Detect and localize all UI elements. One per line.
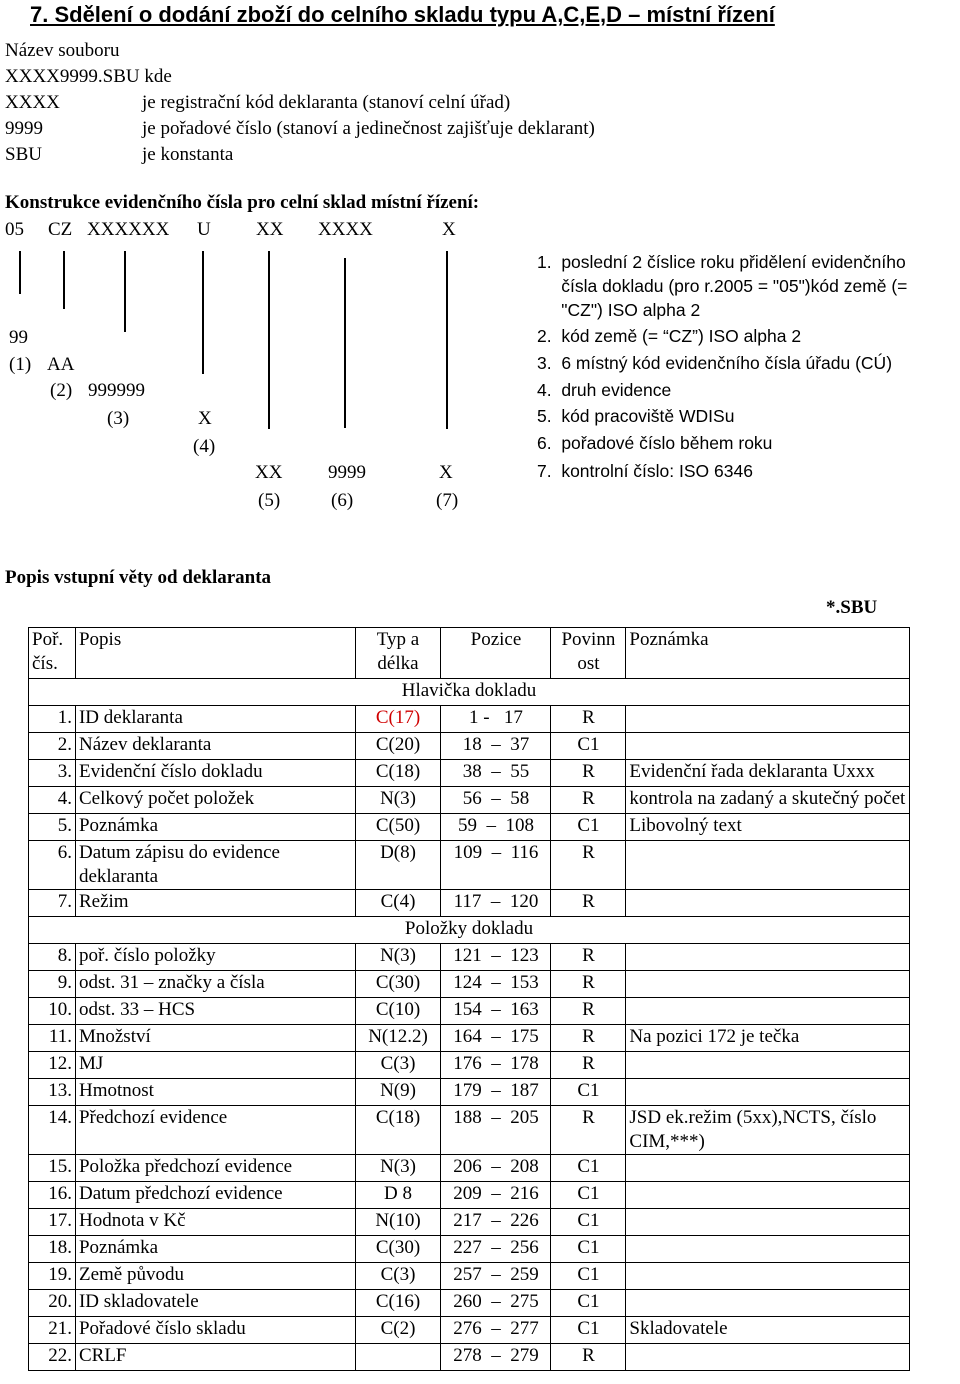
cell-type [355,1344,441,1371]
table-row [29,1106,910,1155]
table-section-row [29,679,910,706]
construction-label-5: (5) [258,490,281,511]
cell-type: C(4) [355,890,441,917]
connector-line [202,251,204,374]
cell-description: Režim [75,890,355,917]
cell-note: Libovolný text [626,814,910,841]
filename-desc-xxxx: je registrační kód deklaranta (stanoví celní úřad) [142,92,511,113]
input-record-table [28,627,910,1371]
cell-description: Datum předchozí evidence [75,1182,355,1209]
cell-note [626,1344,910,1371]
table-row [29,760,910,787]
table-row [29,1209,910,1236]
connector-line [344,258,346,428]
cell-required: R [551,706,626,733]
cell-number: 12. [29,1052,76,1079]
filename-heading: Název souboru [5,40,120,61]
filename-key-sbu: SBU [5,144,42,165]
legend-item: 6. pořadové číslo během roku [537,433,773,453]
cell-note [626,733,910,760]
cell-number: 16. [29,1182,76,1209]
table-row [29,1236,910,1263]
filename-desc-sbu: je konstanta [142,144,234,165]
cell-position: 188 – 205 [441,1106,551,1155]
cell-position: 164 – 175 [441,1025,551,1052]
connector-line [63,251,65,309]
legend-item: 4. druh evidence [537,380,672,400]
cell-required: R [551,890,626,917]
cell-note [626,971,910,998]
cell-required: R [551,787,626,814]
table-row [29,1052,910,1079]
cell-required: R [551,944,626,971]
construction-part-999999: 999999 [88,380,145,401]
legend-item: 5. kód pracoviště WDISu [537,406,735,426]
cell-required: R [551,971,626,998]
cell-type: N(10) [355,1209,441,1236]
cell-required: C1 [551,1236,626,1263]
cell-number: 20. [29,1290,76,1317]
cell-position: 179 – 187 [441,1079,551,1106]
table-row [29,1155,910,1182]
cell-type: N(3) [355,944,441,971]
cell-description: MJ [75,1052,355,1079]
file-extension: *.SBU [826,597,878,618]
cell-description: Celkový počet položek [75,787,355,814]
construction-label-7: (7) [436,490,459,511]
cell-number: 18. [29,1236,76,1263]
cell-number: 11. [29,1025,76,1052]
cell-number: 21. [29,1317,76,1344]
cell-type: C(2) [355,1317,441,1344]
cell-position: 227 – 256 [441,1236,551,1263]
table-header-row [29,628,910,679]
cell-number: 4. [29,787,76,814]
cell-note [626,1052,910,1079]
cell-description: poř. číslo položky [75,944,355,971]
cell-type: D(8) [355,841,441,890]
cell-number: 5. [29,814,76,841]
connector-line [19,251,21,294]
legend-item: 1. poslední 2 číslice roku přidělení evidenčního [537,252,906,272]
legend-item: 3. 6 místný kód evidenčního čísla úřadu (CÚ) [537,353,893,373]
cell-position: 276 – 277 [441,1317,551,1344]
cell-position: 38 – 55 [441,760,551,787]
cell-description: Datum zápisu do evidence deklaranta [75,841,355,890]
cell-note [626,1209,910,1236]
cell-required: C1 [551,1079,626,1106]
cell-position: 209 – 216 [441,1182,551,1209]
cell-description: Evidenční číslo dokladu [75,760,355,787]
table-row [29,733,910,760]
cell-number: 13. [29,1079,76,1106]
table-row [29,998,910,1025]
cell-required: R [551,760,626,787]
cell-number: 15. [29,1155,76,1182]
cell-number: 10. [29,998,76,1025]
table-row [29,787,910,814]
cell-description: CRLF [75,1344,355,1371]
cell-description: Poznámka [75,1236,355,1263]
col-header-desc: Popis [75,628,355,679]
cell-note [626,1236,910,1263]
cell-number: 6. [29,841,76,890]
cell-type: C(18) [355,760,441,787]
section-title: Hlavička dokladu [29,679,910,706]
cell-type: C(16) [355,1290,441,1317]
cell-description: Hmotnost [75,1079,355,1106]
construction-label-6: (6) [331,490,354,511]
cell-type: C(10) [355,998,441,1025]
cell-required: C1 [551,1263,626,1290]
cell-description: Poznámka [75,814,355,841]
format-part-xx: XX [256,219,284,240]
cell-number: 1. [29,706,76,733]
cell-position: 56 – 58 [441,787,551,814]
cell-description: ID skladovatele [75,1290,355,1317]
cell-number: 7. [29,890,76,917]
cell-position: 117 – 120 [441,890,551,917]
cell-required: C1 [551,1182,626,1209]
table-row [29,971,910,998]
cell-position: 124 – 153 [441,971,551,998]
table-row [29,841,910,890]
cell-note: Evidenční řada deklaranta Uxxx [626,760,910,787]
cell-required: C1 [551,814,626,841]
cell-position: 18 – 37 [441,733,551,760]
table-row [29,1317,910,1344]
col-header-req: Povinn ost [551,628,626,679]
cell-note [626,998,910,1025]
construction-heading: Konstrukce evidenčního čísla pro celní sklad místní řízení: [5,192,480,213]
cell-type: D 8 [355,1182,441,1209]
cell-type: C(30) [355,1236,441,1263]
cell-number: 8. [29,944,76,971]
input-heading: Popis vstupní věty od deklaranta [5,567,272,588]
cell-required: R [551,1025,626,1052]
table-row [29,1344,910,1371]
cell-type: C(3) [355,1052,441,1079]
construction-part-9999: 9999 [328,462,366,483]
col-header-no: Poř. čís. [29,628,76,679]
legend-item: 7. kontrolní číslo: ISO 6346 [537,461,753,481]
cell-type: C(18) [355,1106,441,1155]
cell-type: N(3) [355,1155,441,1182]
filename-desc-9999: je pořadové číslo (stanoví a jedinečnost zajišťuje deklarant) [142,118,595,139]
table-section-row [29,917,910,944]
table-row [29,1025,910,1052]
cell-position: 257 – 259 [441,1263,551,1290]
legend-item: čísla dokladu (pro r.2005 = "05")kód země (= [537,276,908,296]
cell-type: N(12.2) [355,1025,441,1052]
cell-position: 154 – 163 [441,998,551,1025]
construction-label-4: (4) [193,436,216,457]
table-row [29,1079,910,1106]
table-row [29,1263,910,1290]
filename-pattern: XXXX9999.SBU kde [5,66,172,87]
format-part-xxxxxx: XXXXXX [87,219,170,240]
cell-description: Země původu [75,1263,355,1290]
cell-note [626,1263,910,1290]
cell-position: 1 - 17 [441,706,551,733]
cell-number: 2. [29,733,76,760]
construction-label-2: (2) [50,380,73,401]
cell-description: Množství [75,1025,355,1052]
connector-line [124,251,126,332]
cell-type: C(30) [355,971,441,998]
cell-number: 19. [29,1263,76,1290]
cell-required: R [551,1052,626,1079]
cell-position: 217 – 226 [441,1209,551,1236]
construction-label-3: (3) [107,408,130,429]
construction-part-x: X [198,408,212,429]
filename-key-9999: 9999 [5,118,43,139]
table-row [29,944,910,971]
cell-required: C1 [551,1209,626,1236]
table-row [29,1290,910,1317]
cell-required: C1 [551,1155,626,1182]
cell-description: Název deklaranta [75,733,355,760]
cell-note [626,1182,910,1209]
cell-type: N(9) [355,1079,441,1106]
construction-part-99: 99 [9,327,28,348]
format-part-cz: CZ [48,219,73,240]
legend-item: 2. kód země (= “CZ”) ISO alpha 2 [537,326,802,346]
cell-note [626,1079,910,1106]
table-row [29,814,910,841]
legend-item: "CZ") ISO alpha 2 [537,300,701,320]
col-header-pos: Pozice [441,628,551,679]
col-header-type: Typ a délka [355,628,441,679]
cell-note [626,890,910,917]
connector-line [268,251,270,429]
cell-type: N(3) [355,787,441,814]
table-row [29,1182,910,1209]
cell-number: 22. [29,1344,76,1371]
cell-position: 176 – 178 [441,1052,551,1079]
cell-type: C(20) [355,733,441,760]
cell-description: odst. 33 – HCS [75,998,355,1025]
format-part-u: U [197,219,211,240]
cell-description: ID deklaranta [75,706,355,733]
section-title: Položky dokladu [29,917,910,944]
cell-required: C1 [551,733,626,760]
cell-type: C(3) [355,1263,441,1290]
cell-type: C(17) [355,706,441,733]
filename-key-xxxx: XXXX [5,92,60,113]
cell-note [626,944,910,971]
cell-required: R [551,1106,626,1155]
cell-required: R [551,841,626,890]
cell-note [626,841,910,890]
cell-description: Pořadové číslo skladu [75,1317,355,1344]
table-row [29,890,910,917]
page-title: 7. Sdělení o dodání zboží do celního skladu typu A,C,E,D – místní řízení [30,2,775,27]
construction-part-xx: XX [255,462,283,483]
cell-number: 3. [29,760,76,787]
col-header-note: Poznámka [626,628,910,679]
cell-number: 14. [29,1106,76,1155]
cell-description: Předchozí evidence [75,1106,355,1155]
cell-note: Na pozici 172 je tečka [626,1025,910,1052]
table-row [29,706,910,733]
cell-note [626,706,910,733]
format-part-05: 05 [5,219,24,240]
cell-note [626,1290,910,1317]
construction-label-1: (1) [9,354,32,375]
format-part-x: X [442,219,456,240]
cell-type: C(50) [355,814,441,841]
cell-note: Skladovatele [626,1317,910,1344]
cell-description: Položka předchozí evidence [75,1155,355,1182]
cell-number: 9. [29,971,76,998]
format-part-xxxx: XXXX [318,219,373,240]
cell-position: 278 – 279 [441,1344,551,1371]
cell-position: 121 – 123 [441,944,551,971]
cell-description: odst. 31 – značky a čísla [75,971,355,998]
connector-line [446,251,448,429]
cell-position: 260 – 275 [441,1290,551,1317]
cell-required: C1 [551,1290,626,1317]
cell-note: JSD ek.režim (5xx),NCTS, číslo CIM,***) [626,1106,910,1155]
cell-position: 206 – 208 [441,1155,551,1182]
cell-required: R [551,1344,626,1371]
cell-position: 109 – 116 [441,841,551,890]
cell-required: C1 [551,1317,626,1344]
cell-number: 17. [29,1209,76,1236]
cell-note [626,1155,910,1182]
cell-position: 59 – 108 [441,814,551,841]
cell-required: R [551,998,626,1025]
construction-part-check: X [439,462,453,483]
construction-part-aa: AA [47,354,75,375]
cell-description: Hodnota v Kč [75,1209,355,1236]
cell-note: kontrola na zadaný a skutečný počet [626,787,910,814]
